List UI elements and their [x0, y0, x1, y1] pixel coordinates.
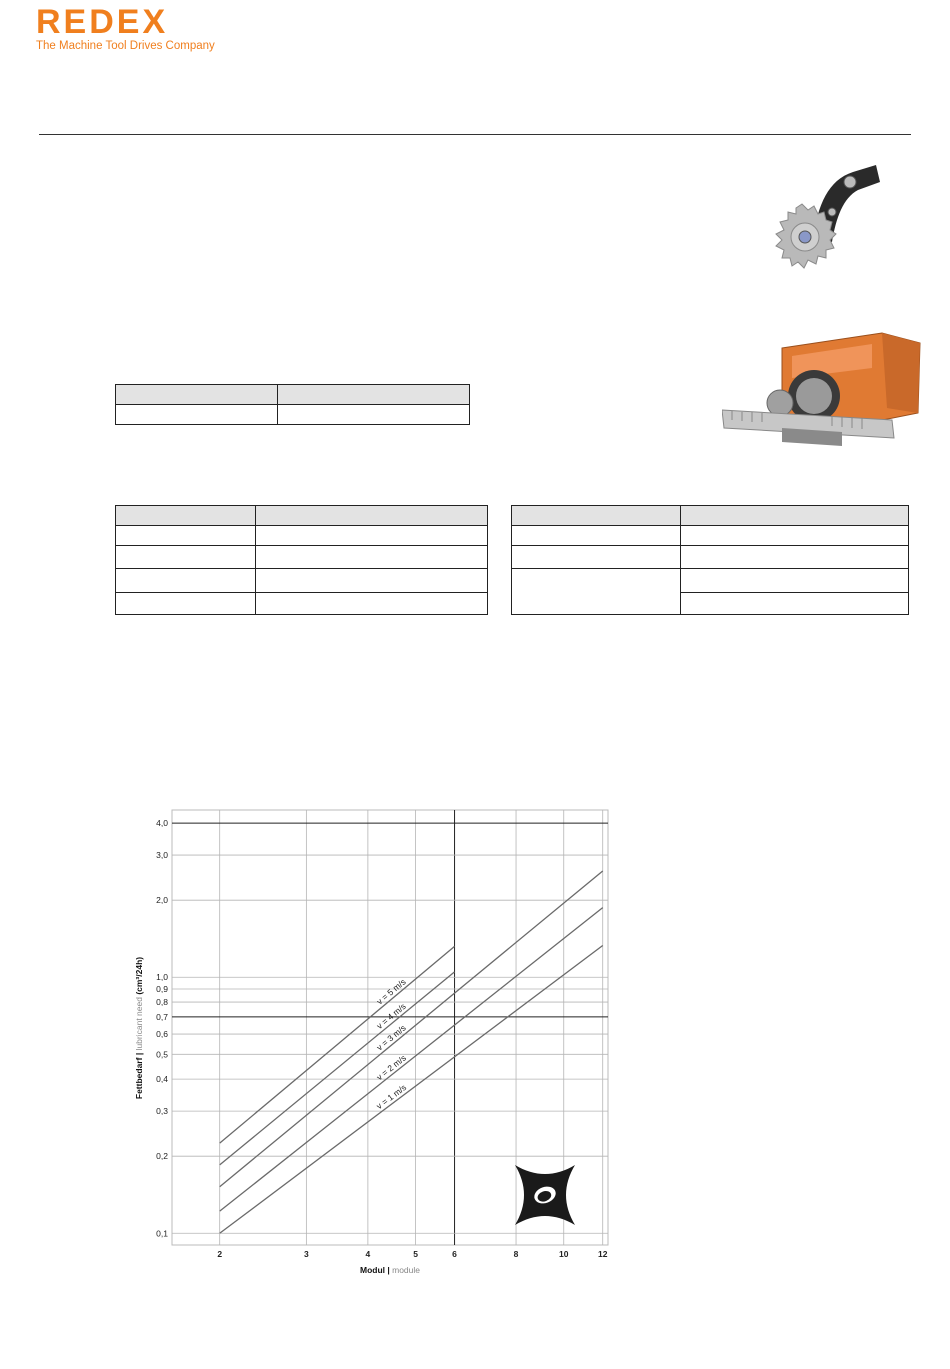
table-row [116, 405, 470, 425]
y-tick-label: 1,0 [156, 972, 168, 983]
series-label: v = 5 m/s [374, 976, 408, 1007]
table-row [116, 593, 488, 615]
table-cell [116, 569, 256, 593]
header-divider [39, 134, 911, 135]
table-row [116, 526, 488, 546]
y-tick-label: 2,0 [156, 895, 168, 906]
table-cell [116, 506, 256, 526]
series-label: v = 3 m/s [374, 1022, 408, 1053]
series-label: v = 4 m/s [374, 1001, 408, 1031]
spec-table-1 [115, 384, 470, 425]
table-cell [116, 405, 278, 425]
table-cell [256, 506, 488, 526]
y-tick-label: 0,4 [156, 1074, 168, 1085]
x-tick-label: 3 [304, 1249, 309, 1259]
table-cell [681, 593, 909, 615]
table-cell [681, 569, 909, 593]
y-axis-label: Fettbedarf | lubricant need (cm³/24h) [134, 956, 144, 1100]
table-cell [512, 526, 681, 546]
series-label: v = 1 m/s [374, 1082, 409, 1112]
table-cell [116, 526, 256, 546]
y-tick-label: 0,8 [156, 997, 168, 1008]
x-tick-label: 6 [452, 1249, 457, 1259]
table-cell [512, 546, 681, 569]
table-header-row [512, 506, 909, 526]
pinion-lubricator-icon [758, 160, 888, 290]
table-cell [278, 385, 470, 405]
table-row [116, 546, 488, 569]
y-tick-label: 0,3 [156, 1106, 168, 1117]
table-row [512, 546, 909, 569]
y-tick-label: 0,6 [156, 1029, 168, 1040]
table-cell [512, 506, 681, 526]
table-cell [681, 506, 909, 526]
x-tick-label: 4 [365, 1249, 371, 1259]
table-cell [256, 593, 488, 615]
table-cell [256, 526, 488, 546]
x-tick-label: 2 [217, 1249, 223, 1259]
table-cell [256, 569, 488, 593]
y-tick-label: 0,5 [156, 1049, 168, 1060]
x-axis-label: Modul | module [359, 1265, 421, 1275]
table-cell [116, 593, 256, 615]
table-row [512, 569, 909, 593]
y-tick-label: 0,9 [156, 983, 168, 994]
table-cell [512, 569, 681, 615]
lubricant-need-chart [120, 800, 620, 1280]
brand-name: REDEX [36, 3, 169, 41]
spec-table-2 [115, 505, 488, 615]
table-cell [278, 405, 470, 425]
x-tick-label: 12 [597, 1249, 608, 1259]
x-tick-label: 10 [559, 1249, 569, 1259]
y-tick-label: 0,2 [156, 1151, 168, 1162]
y-tick-label: 0,1 [156, 1228, 168, 1239]
table-header-row [116, 506, 488, 526]
table-cell [681, 546, 909, 569]
spec-table-3 [511, 505, 909, 615]
series-label: v = 2 m/s [374, 1052, 408, 1083]
lubrication-emblem-icon [515, 1165, 575, 1225]
x-tick-label: 5 [413, 1249, 418, 1259]
brand-tagline: The Machine Tool Drives Company [36, 40, 215, 52]
table-cell [116, 546, 256, 569]
y-tick-label: 4,0 [156, 818, 168, 829]
table-header-row [116, 385, 470, 405]
y-tick-label: 0,7 [156, 1011, 168, 1022]
table-cell [681, 526, 909, 546]
table-row [116, 569, 488, 593]
table-row [512, 526, 909, 546]
x-tick-label: 8 [513, 1249, 519, 1259]
table-cell [116, 385, 278, 405]
gearbox-rack-icon [722, 328, 922, 458]
y-tick-label: 3,0 [156, 850, 168, 861]
table-cell [256, 546, 488, 569]
brand-logo [36, 3, 215, 53]
